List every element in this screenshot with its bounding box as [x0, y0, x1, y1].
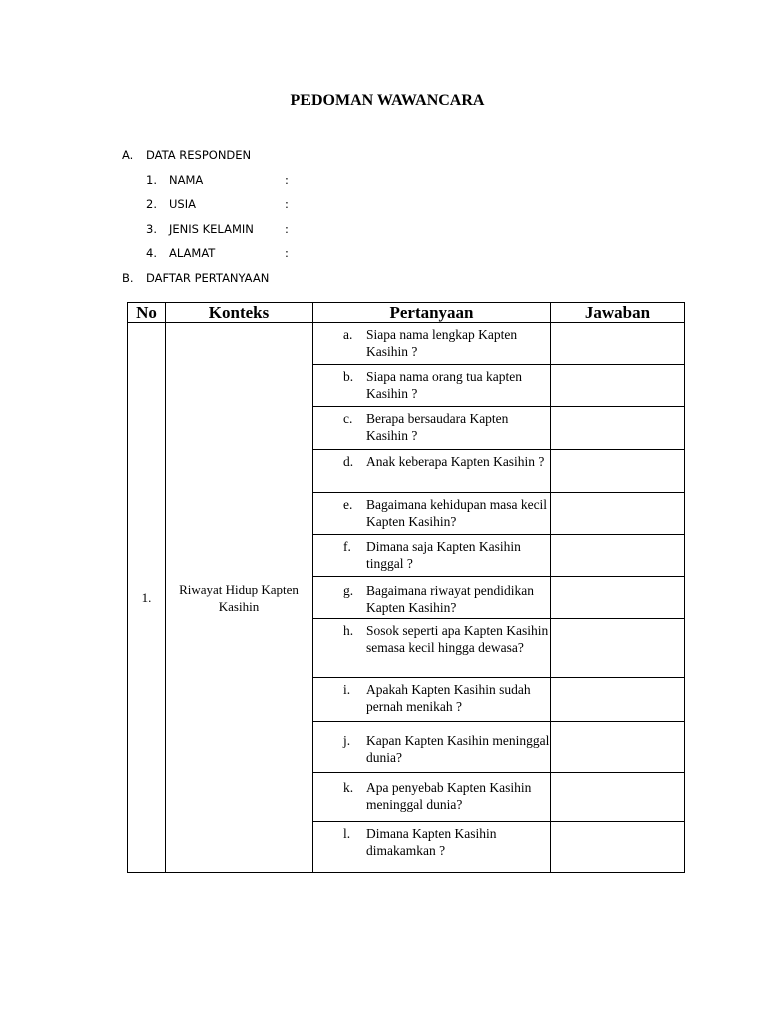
question-text: Dimana saja Kapten Kasihin tinggal ? [366, 539, 521, 571]
question-marker: a. [343, 327, 353, 342]
answer-cell [551, 822, 685, 873]
question-cell [313, 493, 551, 535]
row-context: Riwayat Hidup Kapten Kasihin [166, 323, 313, 873]
question-marker: c. [343, 411, 353, 426]
question-marker: g. [343, 583, 354, 598]
answer-cell [551, 323, 685, 365]
field-label-alamat: ALAMAT [169, 246, 216, 260]
field-number: 3. [146, 222, 157, 236]
field-label-jenis-kelamin: JENIS KELAMIN [169, 222, 254, 236]
header-no: No [128, 303, 166, 323]
question-marker: i. [343, 682, 351, 697]
question-marker: j. [343, 733, 351, 748]
field-number: 2. [146, 197, 157, 211]
field-colon: : [285, 222, 289, 236]
header-jawaban: Jawaban [551, 303, 685, 323]
question-cell [313, 577, 551, 619]
section-a-title: DATA RESPONDEN [146, 148, 252, 162]
question-cell [313, 678, 551, 722]
question-cell [313, 619, 551, 678]
question-marker: d. [343, 454, 354, 469]
question-cell [313, 535, 551, 577]
field-label-nama: NAMA [169, 173, 204, 187]
question-text: Anak keberapa Kapten Kasihin ? [366, 454, 545, 469]
question-marker: k. [343, 780, 354, 795]
question-marker: h. [343, 623, 354, 638]
answer-cell [551, 450, 685, 493]
table-header-row [128, 303, 685, 323]
field-label-usia: USIA [169, 197, 196, 211]
question-cell [313, 822, 551, 873]
header-konteks: Konteks [166, 303, 313, 323]
question-text: Apakah Kapten Kasihin sudah pernah menikah ? [366, 682, 531, 714]
question-marker: e. [343, 497, 353, 512]
question-cell [313, 407, 551, 450]
question-marker: f. [343, 539, 351, 554]
question-text: Apa penyebab Kapten Kasihin meninggal dunia? [366, 780, 532, 812]
question-text: Siapa nama lengkap Kapten Kasihin ? [366, 327, 518, 359]
question-text: Bagaimana kehidupan masa kecil Kapten Kasihin? [366, 497, 548, 529]
answer-cell [551, 493, 685, 535]
field-colon: : [285, 246, 289, 260]
question-cell [313, 773, 551, 822]
question-text: Berapa bersaudara Kapten Kasihin ? [366, 411, 509, 443]
section-b-letter: B. [122, 271, 134, 285]
field-colon: : [285, 197, 289, 211]
question-cell [313, 722, 551, 773]
section-a-letter: A. [122, 148, 134, 162]
field-number: 1. [146, 173, 157, 187]
answer-cell [551, 535, 685, 577]
question-marker: l. [343, 826, 351, 841]
question-cell [313, 323, 551, 365]
question-text: Dimana Kapten Kasihin dimakamkan ? [366, 826, 497, 858]
answer-cell [551, 678, 685, 722]
question-table [127, 302, 685, 873]
question-marker: b. [343, 369, 354, 384]
table-row [128, 323, 685, 365]
answer-cell [551, 365, 685, 407]
field-number: 4. [146, 246, 157, 260]
field-colon: : [285, 173, 289, 187]
header-pertanyaan: Pertanyaan [313, 303, 551, 323]
answer-cell [551, 619, 685, 678]
question-text: Kapan Kapten Kasihin meninggal dunia? [366, 733, 550, 765]
question-text: Siapa nama orang tua kapten Kasihin ? [366, 369, 522, 401]
section-b-title: DAFTAR PERTANYAAN [146, 271, 270, 285]
row-number: 1. [128, 323, 166, 873]
question-cell [313, 365, 551, 407]
answer-cell [551, 407, 685, 450]
answer-cell [551, 722, 685, 773]
answer-cell [551, 773, 685, 822]
question-text: Sosok seperti apa Kapten Kasihin semasa kecil hingga dewasa? [366, 623, 549, 655]
question-cell [313, 450, 551, 493]
answer-cell [551, 577, 685, 619]
question-text: Bagaimana riwayat pendidikan Kapten Kasihin? [366, 583, 534, 615]
page-title: PEDOMAN WAWANCARA [290, 92, 485, 109]
